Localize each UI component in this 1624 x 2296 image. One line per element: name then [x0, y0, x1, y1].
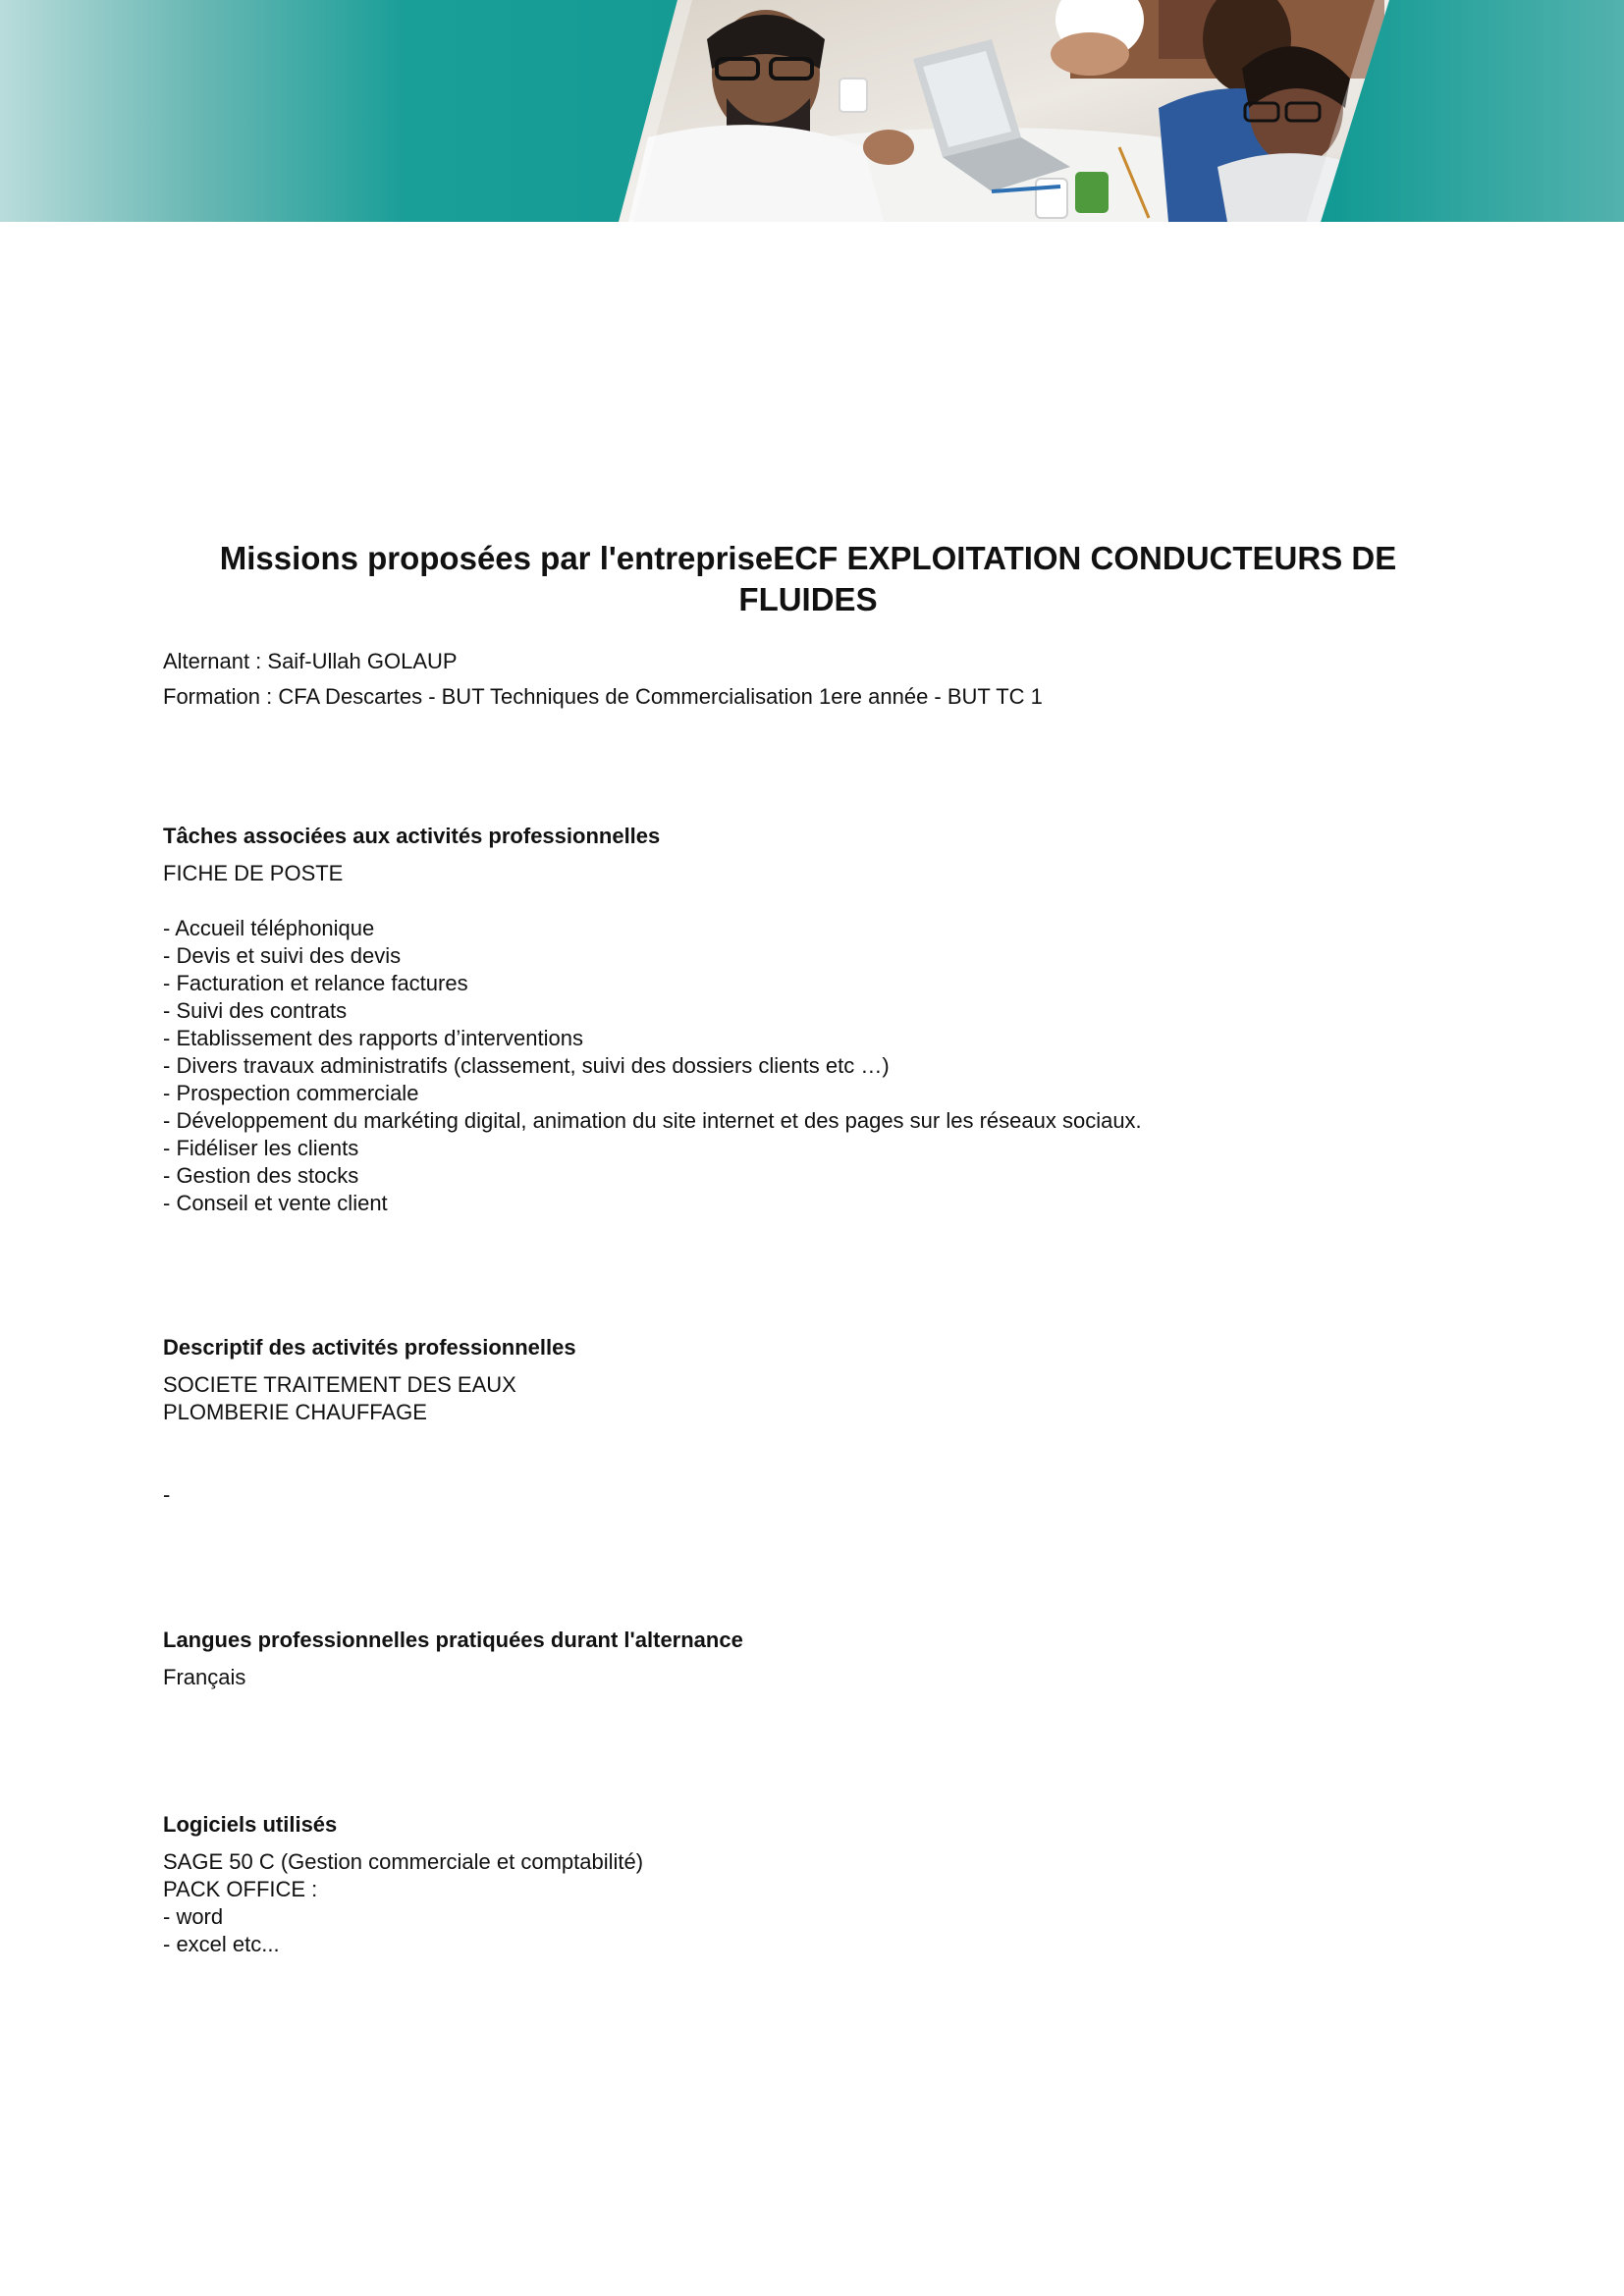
- task-item: - Devis et suivi des devis: [163, 943, 402, 968]
- section-heading-taches: Tâches associées aux activités professionnelles: [163, 824, 661, 848]
- task-item: - Accueil téléphonique: [163, 916, 375, 940]
- task-item: - Gestion des stocks: [163, 1163, 359, 1188]
- document-meta: [163, 644, 1043, 715]
- task-item: - Fidéliser les clients: [163, 1136, 359, 1160]
- descriptif-dash: -: [163, 1482, 171, 1507]
- logiciel-line: PACK OFFICE :: [163, 1877, 318, 1901]
- alternant-line: Alternant : Saif-Ullah GOLAUP: [163, 649, 458, 673]
- descriptif-line: SOCIETE TRAITEMENT DES EAUX: [163, 1372, 516, 1397]
- banner-photo: [0, 0, 1624, 222]
- section-heading-langues: Langues professionnelles pratiquées durant l'alternance: [163, 1628, 743, 1652]
- header-banner: [0, 0, 1624, 222]
- logiciel-line: SAGE 50 C (Gestion commerciale et comptabilité): [163, 1849, 644, 1874]
- fiche-de-poste-label: FICHE DE POSTE: [163, 861, 344, 885]
- task-item: - Facturation et relance factures: [163, 971, 468, 995]
- page-title: Missions proposées par l'entrepriseECF EXPLOITATION CONDUCTEURS DE FLUIDES: [219, 540, 1397, 617]
- task-item: - Etablissement des rapports d’interventions: [163, 1026, 583, 1050]
- task-item: - Divers travaux administratifs (classement, suivi des dossiers clients etc …): [163, 1053, 890, 1078]
- task-item: - Suivi des contrats: [163, 998, 348, 1023]
- section-langues: [163, 1627, 1459, 1691]
- logiciel-line: - word: [163, 1904, 224, 1929]
- descriptif-line: PLOMBERIE CHAUFFAGE: [163, 1400, 427, 1424]
- langue-value: Français: [163, 1665, 246, 1689]
- section-taches: [163, 823, 1459, 1217]
- task-item: - Développement du markéting digital, animation du site internet et des pages sur les réseaux sociaux.: [163, 1108, 1142, 1133]
- section-descriptif: [163, 1334, 1459, 1509]
- section-heading-descriptif: Descriptif des activités professionnelles: [163, 1335, 576, 1360]
- task-item: - Prospection commerciale: [163, 1081, 419, 1105]
- task-item: - Conseil et vente client: [163, 1191, 388, 1215]
- section-heading-logiciels: Logiciels utilisés: [163, 1812, 338, 1837]
- logiciel-line: - excel etc...: [163, 1932, 280, 1956]
- section-logiciels: [163, 1811, 1459, 1958]
- formation-line: Formation : CFA Descartes - BUT Techniques de Commercialisation 1ere année - BUT TC 1: [163, 684, 1043, 709]
